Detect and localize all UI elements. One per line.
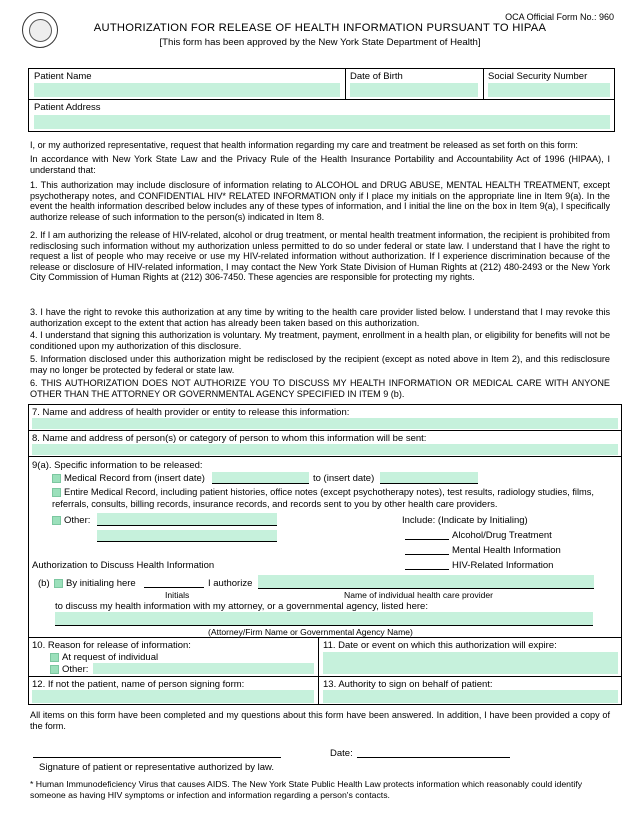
form-subtitle: [This form has been approved by the New York State Department of Health] bbox=[159, 37, 481, 48]
form-number: OCA Official Form No.: 960 bbox=[505, 12, 614, 22]
to-date-field[interactable] bbox=[380, 472, 478, 484]
date-line[interactable] bbox=[357, 757, 510, 758]
medical-record-label: Medical Record from (insert date) bbox=[64, 473, 205, 484]
signer-name-field[interactable] bbox=[32, 690, 314, 703]
date-of-birth-field[interactable] bbox=[350, 83, 478, 97]
divider bbox=[28, 676, 622, 677]
patient-address-field[interactable] bbox=[34, 115, 610, 129]
initials-caption: Initials bbox=[165, 590, 190, 600]
ssn-field[interactable] bbox=[488, 83, 610, 97]
item-13-label: 13. Authority to sign on behalf of patient: bbox=[323, 679, 493, 690]
ssn-label: Social Security Number bbox=[488, 71, 588, 82]
medical-record-checkbox[interactable] bbox=[52, 474, 61, 483]
other-checkbox[interactable] bbox=[52, 516, 61, 525]
hiv-related-label: HIV-Related Information bbox=[452, 560, 554, 571]
item-9a-label: 9(a). Specific information to be released: bbox=[32, 460, 203, 471]
medical-record-option[interactable] bbox=[52, 473, 205, 484]
discuss-text: to discuss my health information with my attorney, or a governmental agency, listed here: bbox=[55, 601, 428, 612]
at-request-checkbox[interactable] bbox=[50, 653, 59, 662]
alcohol-initial-line[interactable] bbox=[405, 539, 449, 540]
other-reason-checkbox[interactable] bbox=[50, 665, 59, 674]
mental-health-label: Mental Health Information bbox=[452, 545, 561, 556]
auth-discuss-label: Authorization to Discuss Health Information bbox=[32, 560, 215, 571]
item-3-text: 3. I have the right to revoke this authorization at any time by writing to the health care provider listed below. I understand that I may revoke this authorization except to the extent that action has already been taken based on this authorization. bbox=[30, 307, 610, 328]
item-12-label: 12. If not the patient, name of person signing form: bbox=[32, 679, 245, 690]
item-8-field[interactable] bbox=[32, 444, 618, 455]
patient-address-label: Patient Address bbox=[34, 102, 101, 113]
attorney-caption: (Attorney/Firm Name or Governmental Agency Name) bbox=[208, 627, 413, 637]
signature-caption: Signature of patient or representative authorized by law. bbox=[39, 762, 275, 773]
item-7-label: 7. Name and address of health provider or entity to release this information: bbox=[32, 407, 350, 418]
entire-record-option[interactable] bbox=[52, 487, 615, 510]
law-text: In accordance with New York State Law and the Privacy Rule of the Health Insurance Portability and Accountability Act of 1996 (HIPAA), I understand that: bbox=[30, 154, 610, 175]
expiration-field[interactable] bbox=[323, 652, 618, 674]
date-label: Date: bbox=[330, 748, 353, 759]
other-reason-option[interactable] bbox=[50, 664, 88, 675]
divider bbox=[28, 456, 622, 457]
by-initialing-label: By initialing here bbox=[66, 578, 136, 589]
divider bbox=[28, 99, 615, 100]
other-label: Other: bbox=[64, 515, 91, 526]
b-label: (b) bbox=[38, 578, 50, 589]
at-request-option[interactable] bbox=[50, 652, 158, 663]
form-title: AUTHORIZATION FOR RELEASE OF HEALTH INFORMATION PURSUANT TO HIPAA bbox=[93, 22, 547, 34]
entire-record-label: Entire Medical Record, including patient histories, office notes (except psychotherapy notes), test results, radiology studies, films, referrals, consults, billing records, insurance records, and records sent to you by other health care providers. bbox=[52, 487, 595, 509]
item-5-text: 5. Information disclosed under this authorization might be redisclosed by the recipient (except as noted above in Item 2), and this redisclosure may no longer be protected by federal or state law. bbox=[30, 354, 610, 375]
completion-statement: All items on this form have been completed and my questions about this form have been answered. In addition, I have been provided a copy of the form. bbox=[30, 710, 610, 731]
patient-name-label: Patient Name bbox=[34, 71, 92, 82]
other-option[interactable] bbox=[52, 515, 90, 526]
by-initialing-option[interactable] bbox=[54, 578, 136, 589]
other-reason-label: Other: bbox=[62, 664, 89, 675]
hiv-footnote: * Human Immunodeficiency Virus that causes AIDS. The New York State Public Health Law protects information which reasonably could identify someone as having HIV symptoms or infection and information regarding a person's contacts. bbox=[30, 779, 583, 800]
alcohol-drug-label: Alcohol/Drug Treatment bbox=[452, 530, 552, 541]
item-1-text: 1. This authorization may include disclosure of information relating to ALCOHOL and DRUG ABUSE, MENTAL HEALTH TREATMENT, except psychotherapy notes, and CONFIDENTIAL HIV* RELATED INFORMATION only if I place my initials on the appropriate line in Item 9(a). In the event the health information described below includes any of these types of information, and I initial the line on the box in Item 9(a), I specifically authorize release of such information to the person(s) indicated in Item 8. bbox=[30, 180, 610, 222]
divider bbox=[345, 68, 346, 99]
i-authorize-label: I authorize bbox=[208, 578, 253, 589]
intro-text: I, or my authorized representative, request that health information regarding my care and treatment be released as set forth on this form: bbox=[30, 140, 578, 150]
attorney-field[interactable] bbox=[55, 612, 593, 626]
item-4-text: 4. I understand that signing this authorization is voluntary. My treatment, payment, enrollment in a health plan, or eligibility for benefits will not be conditioned upon my authorization of this disclosure. bbox=[30, 330, 610, 351]
provider-name-field[interactable] bbox=[258, 575, 594, 589]
signature-line[interactable] bbox=[33, 757, 281, 758]
item-8-label: 8. Name and address of person(s) or category of person to whom this information will be sent: bbox=[32, 433, 427, 444]
divider bbox=[28, 430, 622, 431]
patient-name-field[interactable] bbox=[34, 83, 340, 97]
other-field-2[interactable] bbox=[97, 530, 277, 542]
to-date-label: to (insert date) bbox=[313, 473, 375, 484]
mental-initial-line[interactable] bbox=[405, 554, 449, 555]
item-11-label: 11. Date or event on which this authorization will expire: bbox=[323, 640, 557, 651]
hiv-initial-line[interactable] bbox=[405, 569, 449, 570]
item-6-text: 6. THIS AUTHORIZATION DOES NOT AUTHORIZE YOU TO DISCUSS MY HEALTH INFORMATION OR MEDICAL CARE WITH ANYONE OTHER THAN THE ATTORNEY OR GOVERNMENTAL AGENCY SPECIFIED IN ITEM 9 (b). bbox=[30, 378, 610, 399]
include-label: Include: (Indicate by Initialing) bbox=[402, 515, 528, 526]
date-of-birth-label: Date of Birth bbox=[350, 71, 403, 82]
by-initialing-checkbox[interactable] bbox=[54, 579, 63, 588]
divider bbox=[483, 68, 484, 99]
divider bbox=[318, 637, 319, 705]
item-10-label: 10. Reason for release of information: bbox=[32, 640, 191, 651]
item-7-field[interactable] bbox=[32, 418, 618, 429]
provider-name-caption: Name of individual health care provider bbox=[344, 590, 494, 600]
from-date-field[interactable] bbox=[212, 472, 309, 484]
entire-record-checkbox[interactable] bbox=[52, 488, 61, 497]
other-reason-field[interactable] bbox=[93, 663, 314, 674]
authority-field[interactable] bbox=[323, 690, 618, 703]
other-field-1[interactable] bbox=[97, 513, 277, 526]
at-request-label: At request of individual bbox=[62, 652, 159, 663]
item-2-text: 2. If I am authorizing the release of HIV-related, alcohol or drug treatment, or mental health treatment information, the recipient is prohibited from redisclosing such information without my authorization unless permitted to do so under federal or state law. I understand that I have the right to request a list of people who may receive or use my HIV-related information without authorization. If I experience discrimination because of the release or disclosure of HIV-related information, I may contact the New York State Division of Human Rights at (212) 480-2493 or the New York City Commission of Human Rights at (212) 306-7450. These agencies are responsible for protecting my rights. bbox=[30, 230, 610, 283]
initials-line[interactable] bbox=[144, 587, 204, 588]
